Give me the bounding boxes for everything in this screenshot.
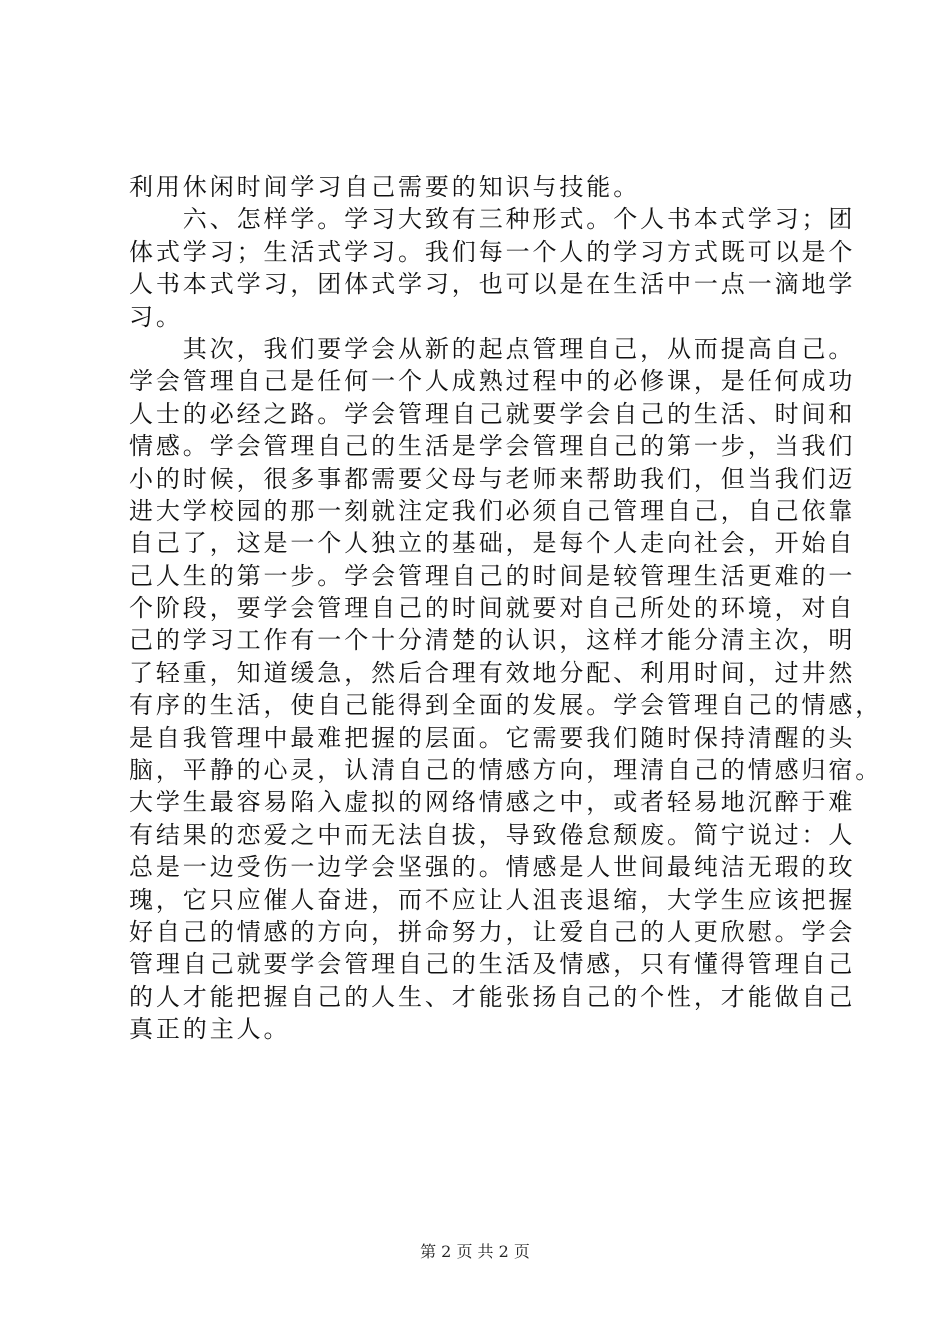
text-line: 利用休闲时间学习自己需要的知识与技能。 bbox=[129, 173, 641, 201]
body-text bbox=[129, 171, 883, 1046]
text-line: 瑰，它只应催人奋进，而不应让人沮丧退缩，大学生应该把握 bbox=[129, 885, 856, 914]
text-line: 进大学校园的那一刻就注定我们必须自己管理自己，自己依靠 bbox=[129, 496, 856, 525]
text-line: 己人生的第一步。学会管理自己的时间是较管理生活更难的一 bbox=[129, 561, 856, 590]
text-line: 人书本式学习，团体式学习，也可以是在生活中一点一滴地学 bbox=[129, 270, 856, 299]
text-line: 小的时候，很多事都需要父母与老师来帮助我们，但当我们迈 bbox=[129, 464, 856, 493]
page-footer: 第 2 页 共 2 页 bbox=[420, 1242, 530, 1261]
text-line: 脑，平静的心灵，认清自己的情感方向，理清自己的情感归宿。 bbox=[129, 756, 883, 785]
text-line: 习。 bbox=[129, 302, 183, 331]
text-line: 的人才能把握自己的人生、才能张扬自己的个性，才能做自己 bbox=[129, 982, 856, 1011]
text-line: 己的学习工作有一个十分清楚的认识，这样才能分清主次，明 bbox=[129, 626, 856, 655]
text-line: 自己了，这是一个人独立的基础，是每个人走向社会，开始自 bbox=[129, 529, 856, 558]
text-line: 情感。学会管理自己的生活是学会管理自己的第一步，当我们 bbox=[129, 432, 856, 461]
text-line: 有结果的恋爱之中而无法自拔，导致倦怠颓废。简宁说过：人 bbox=[129, 820, 856, 849]
text-line: 管理自己就要学会管理自己的生活及情感，只有懂得管理自己 bbox=[129, 950, 856, 979]
text-line: 有序的生活，使自己能得到全面的发展。学会管理自己的情感， bbox=[129, 691, 883, 720]
text-line: 好自己的情感的方向，拼命努力，让爱自己的人更欣慰。学会 bbox=[129, 917, 856, 946]
text-line: 总是一边受伤一边学会坚强的。情感是人世间最纯洁无瑕的玫 bbox=[129, 853, 856, 882]
text-line: 体式学习；生活式学习。我们每一个人的学习方式既可以是个 bbox=[129, 237, 856, 266]
text-line: 个阶段，要学会管理自己的时间就要对自己所处的环境，对自 bbox=[129, 594, 856, 623]
text-line: 其次，我们要学会从新的起点管理自己，从而提高自己。 bbox=[129, 334, 856, 363]
text-line: 是自我管理中最难把握的层面。它需要我们随时保持清醒的头 bbox=[129, 723, 856, 752]
text-line: 了轻重，知道缓急，然后合理有效地分配、利用时间，过井然 bbox=[129, 658, 856, 687]
text-line: 六、怎样学。学习大致有三种形式。个人书本式学习；团 bbox=[129, 205, 856, 234]
text-line: 人士的必经之路。学会管理自己就要学会自己的生活、时间和 bbox=[129, 399, 856, 428]
text-line: 大学生最容易陷入虚拟的网络情感之中，或者轻易地沉醉于难 bbox=[129, 788, 856, 817]
text-line: 真正的主人。 bbox=[129, 1015, 291, 1044]
text-line: 学会管理自己是任何一个人成熟过程中的必修课，是任何成功 bbox=[129, 367, 856, 396]
